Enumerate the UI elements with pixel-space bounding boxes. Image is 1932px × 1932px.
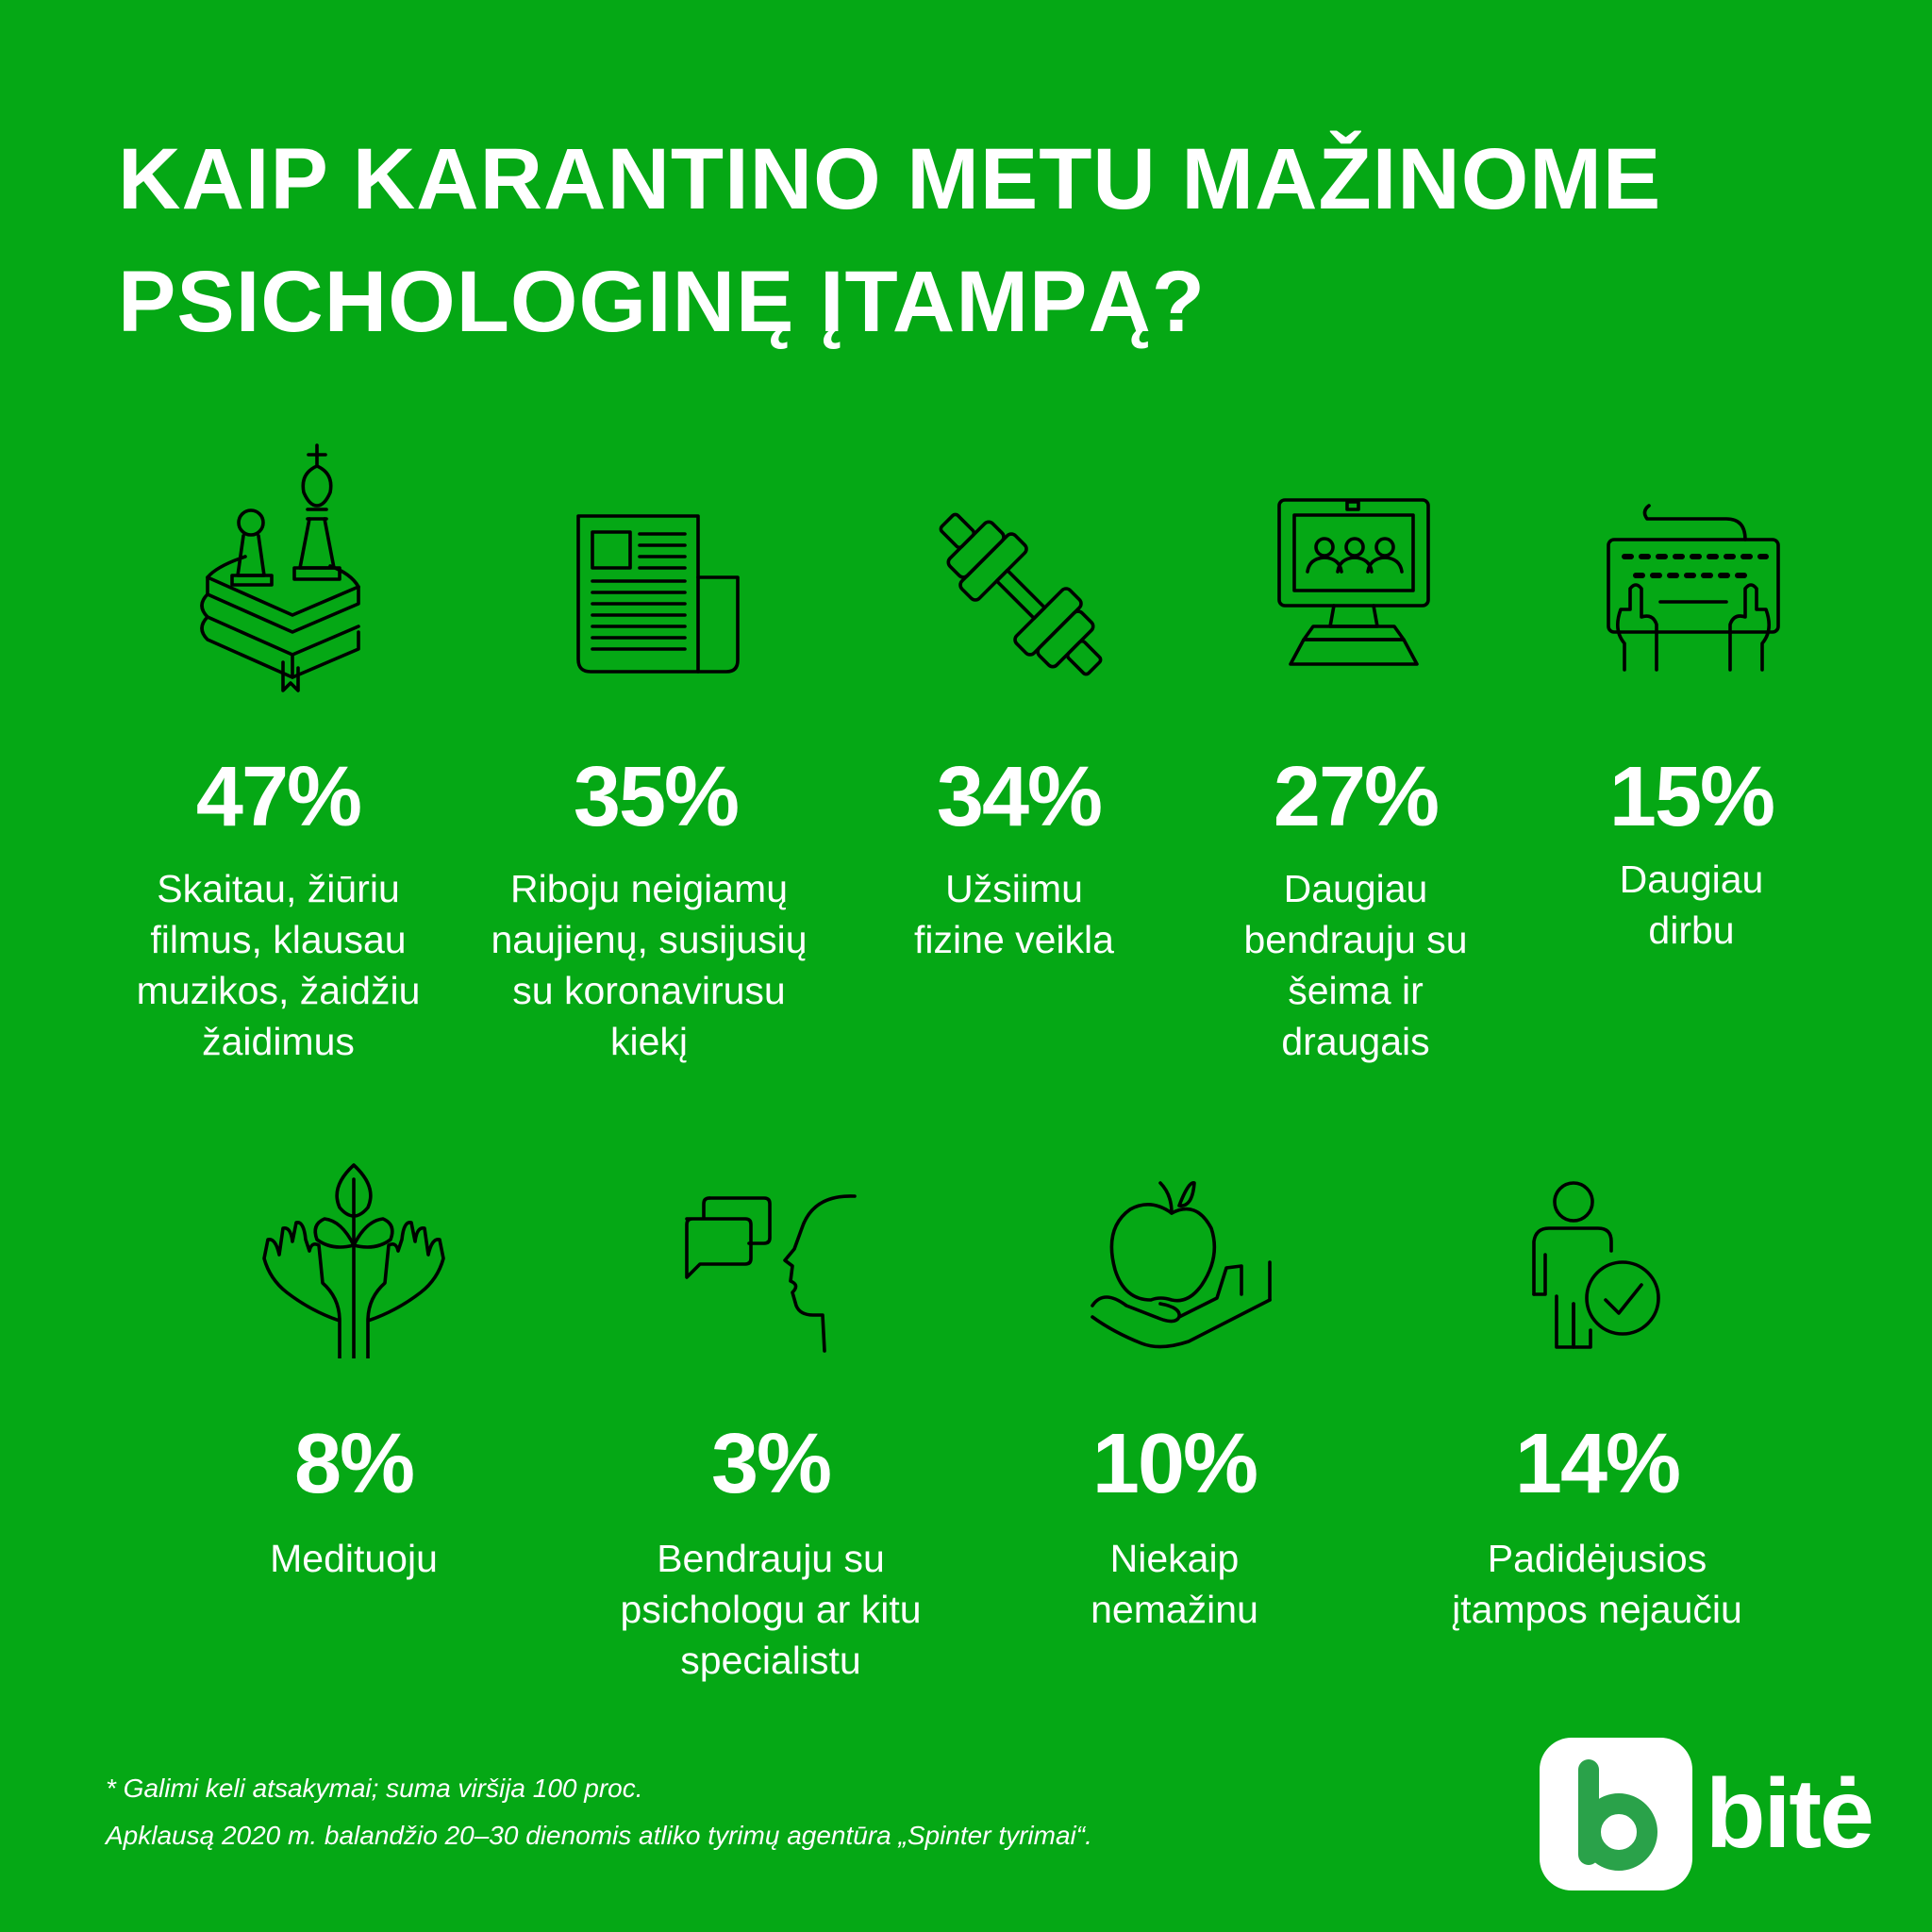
label-line: naujienų, susijusių: [491, 918, 808, 961]
footnote: * Galimi keli atsakymai; suma viršija 100 proc.: [106, 1774, 643, 1803]
label-line: Skaitau, žiūriu: [157, 867, 400, 910]
speech-head-icon: [681, 1191, 860, 1356]
label-line: Padidėjusios: [1487, 1537, 1707, 1580]
label-line: dirbu: [1648, 908, 1735, 952]
keyboard-typing-icon: [1604, 498, 1783, 673]
dumbbell-icon: [934, 509, 1108, 679]
label-line: Užsiimu: [945, 867, 1083, 910]
stat-label-work: [1555, 854, 1828, 956]
label-line: specialistu: [680, 1639, 861, 1682]
stat-value-nothing: 10%: [1091, 1417, 1257, 1511]
brand-logo-mark: [1540, 1738, 1692, 1890]
stat-label-nothing: [1028, 1533, 1321, 1635]
label-line: žaidimus: [202, 1020, 355, 1063]
stat-label-meditate: [198, 1533, 509, 1584]
stat-value-meditate: 8%: [293, 1417, 414, 1511]
apple-hand-icon: [1085, 1175, 1274, 1359]
stat-value-news: 35%: [573, 750, 739, 844]
stat-value-no-stress: 14%: [1514, 1417, 1680, 1511]
hands-plant-icon: [255, 1160, 453, 1358]
label-line: muzikos, žaidžiu: [136, 969, 421, 1012]
label-line: su koronavirusu: [512, 969, 786, 1012]
label-line: filmus, klausau: [150, 918, 407, 961]
newspaper-icon: [574, 511, 743, 676]
stat-label-psychologist: [577, 1533, 964, 1686]
brand-wordmark: bitė: [1706, 1759, 1873, 1869]
title-line-2: PSICHOLOGINĘ ĮTAMPĄ?: [118, 254, 1206, 350]
stat-label-sport: [854, 863, 1174, 965]
stat-label-family: [1191, 863, 1521, 1067]
stat-label-news: [460, 863, 838, 1067]
label-line: Daugiau: [1283, 867, 1428, 910]
stat-value-psychologist: 3%: [710, 1417, 831, 1511]
label-line: Niekaip: [1109, 1537, 1240, 1580]
label-line: Riboju neigiamų: [509, 867, 788, 910]
page-title: [118, 118, 1722, 363]
stat-label-no-stress: [1413, 1533, 1781, 1635]
title-line-1: KAIP KARANTINO METU MAŽINOME: [118, 131, 1662, 227]
label-line: šeima ir: [1288, 969, 1424, 1012]
chess-books-icon: [189, 436, 377, 700]
stat-value-family: 27%: [1273, 750, 1439, 844]
stat-value-sport: 34%: [936, 750, 1102, 844]
label-line: Medituoju: [270, 1537, 438, 1580]
video-call-icon: [1275, 498, 1436, 673]
label-line: bendrauju su: [1243, 918, 1468, 961]
label-line: kiekį: [609, 1020, 689, 1063]
source-note: Apklausą 2020 m. balandžio 20–30 dienomis atliko tyrimų agentūra „Spinter tyrimai“.: [106, 1821, 1092, 1850]
stat-label-reading: [104, 863, 453, 1067]
label-line: draugais: [1281, 1020, 1430, 1063]
person-check-icon: [1528, 1179, 1670, 1354]
label-line: Bendrauju su: [657, 1537, 885, 1580]
label-line: nemažinu: [1091, 1588, 1258, 1631]
label-line: Daugiau: [1619, 858, 1764, 901]
stat-value-work: 15%: [1608, 750, 1774, 844]
stat-value-reading: 47%: [195, 750, 361, 844]
label-line: fizine veikla: [914, 918, 1114, 961]
bite-b-icon: [1540, 1738, 1692, 1890]
label-line: psichologu ar kitu: [620, 1588, 922, 1631]
label-line: įtampos nejaučiu: [1452, 1588, 1742, 1631]
